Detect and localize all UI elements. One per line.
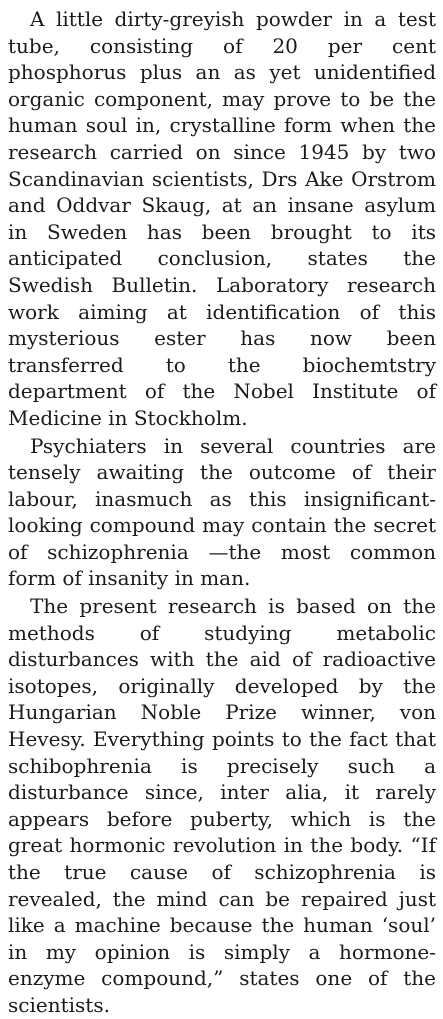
article-paragraph-3: The present research is based on the methods of studying metabolic disturbances with the aid of radioactive isotopes, originally developed by the Hungarian Noble Prize winner, von Hevesy. Everything points to the fact that schibophrenia is precisely such a disturbance since, inter alia, it rarely appears before puberty, which is the great hormonic revolution in the body. “If the true cause of schizophrenia is revealed, the mind can be repaired just like a machine because the human ‘soul’ in my opinion is simply a hormone-enzyme compound,” states one of the scientists.	[8, 594, 436, 1017]
article-paragraph-2: Psychiaters in several countries are tensely awaiting the outcome of their labour, inasmuch as this insignificant-looking compound may contain the secret of schizophrenia —the most common form of insanity in man.	[8, 433, 436, 591]
newspaper-clipping	[8, 6, 436, 1019]
article-paragraph-1: A little dirty-greyish powder in a test tube, consisting of 20 per cent phosphorus plus an as yet unidentified organic component, may prove to be the human soul in, crystalline form when the research carried on since 1945 by two Scandinavian scientists, Drs Ake Orstrom and Oddvar Skaug, at an insane asylum in Sweden has been brought to its anticipated conclusion, states the Swedish Bulletin. Laboratory research work aiming at identification of this mysterious ester has now been transferred to the biochemtstry department of the Nobel Institute of Medicine in Stockholm.	[8, 7, 436, 430]
